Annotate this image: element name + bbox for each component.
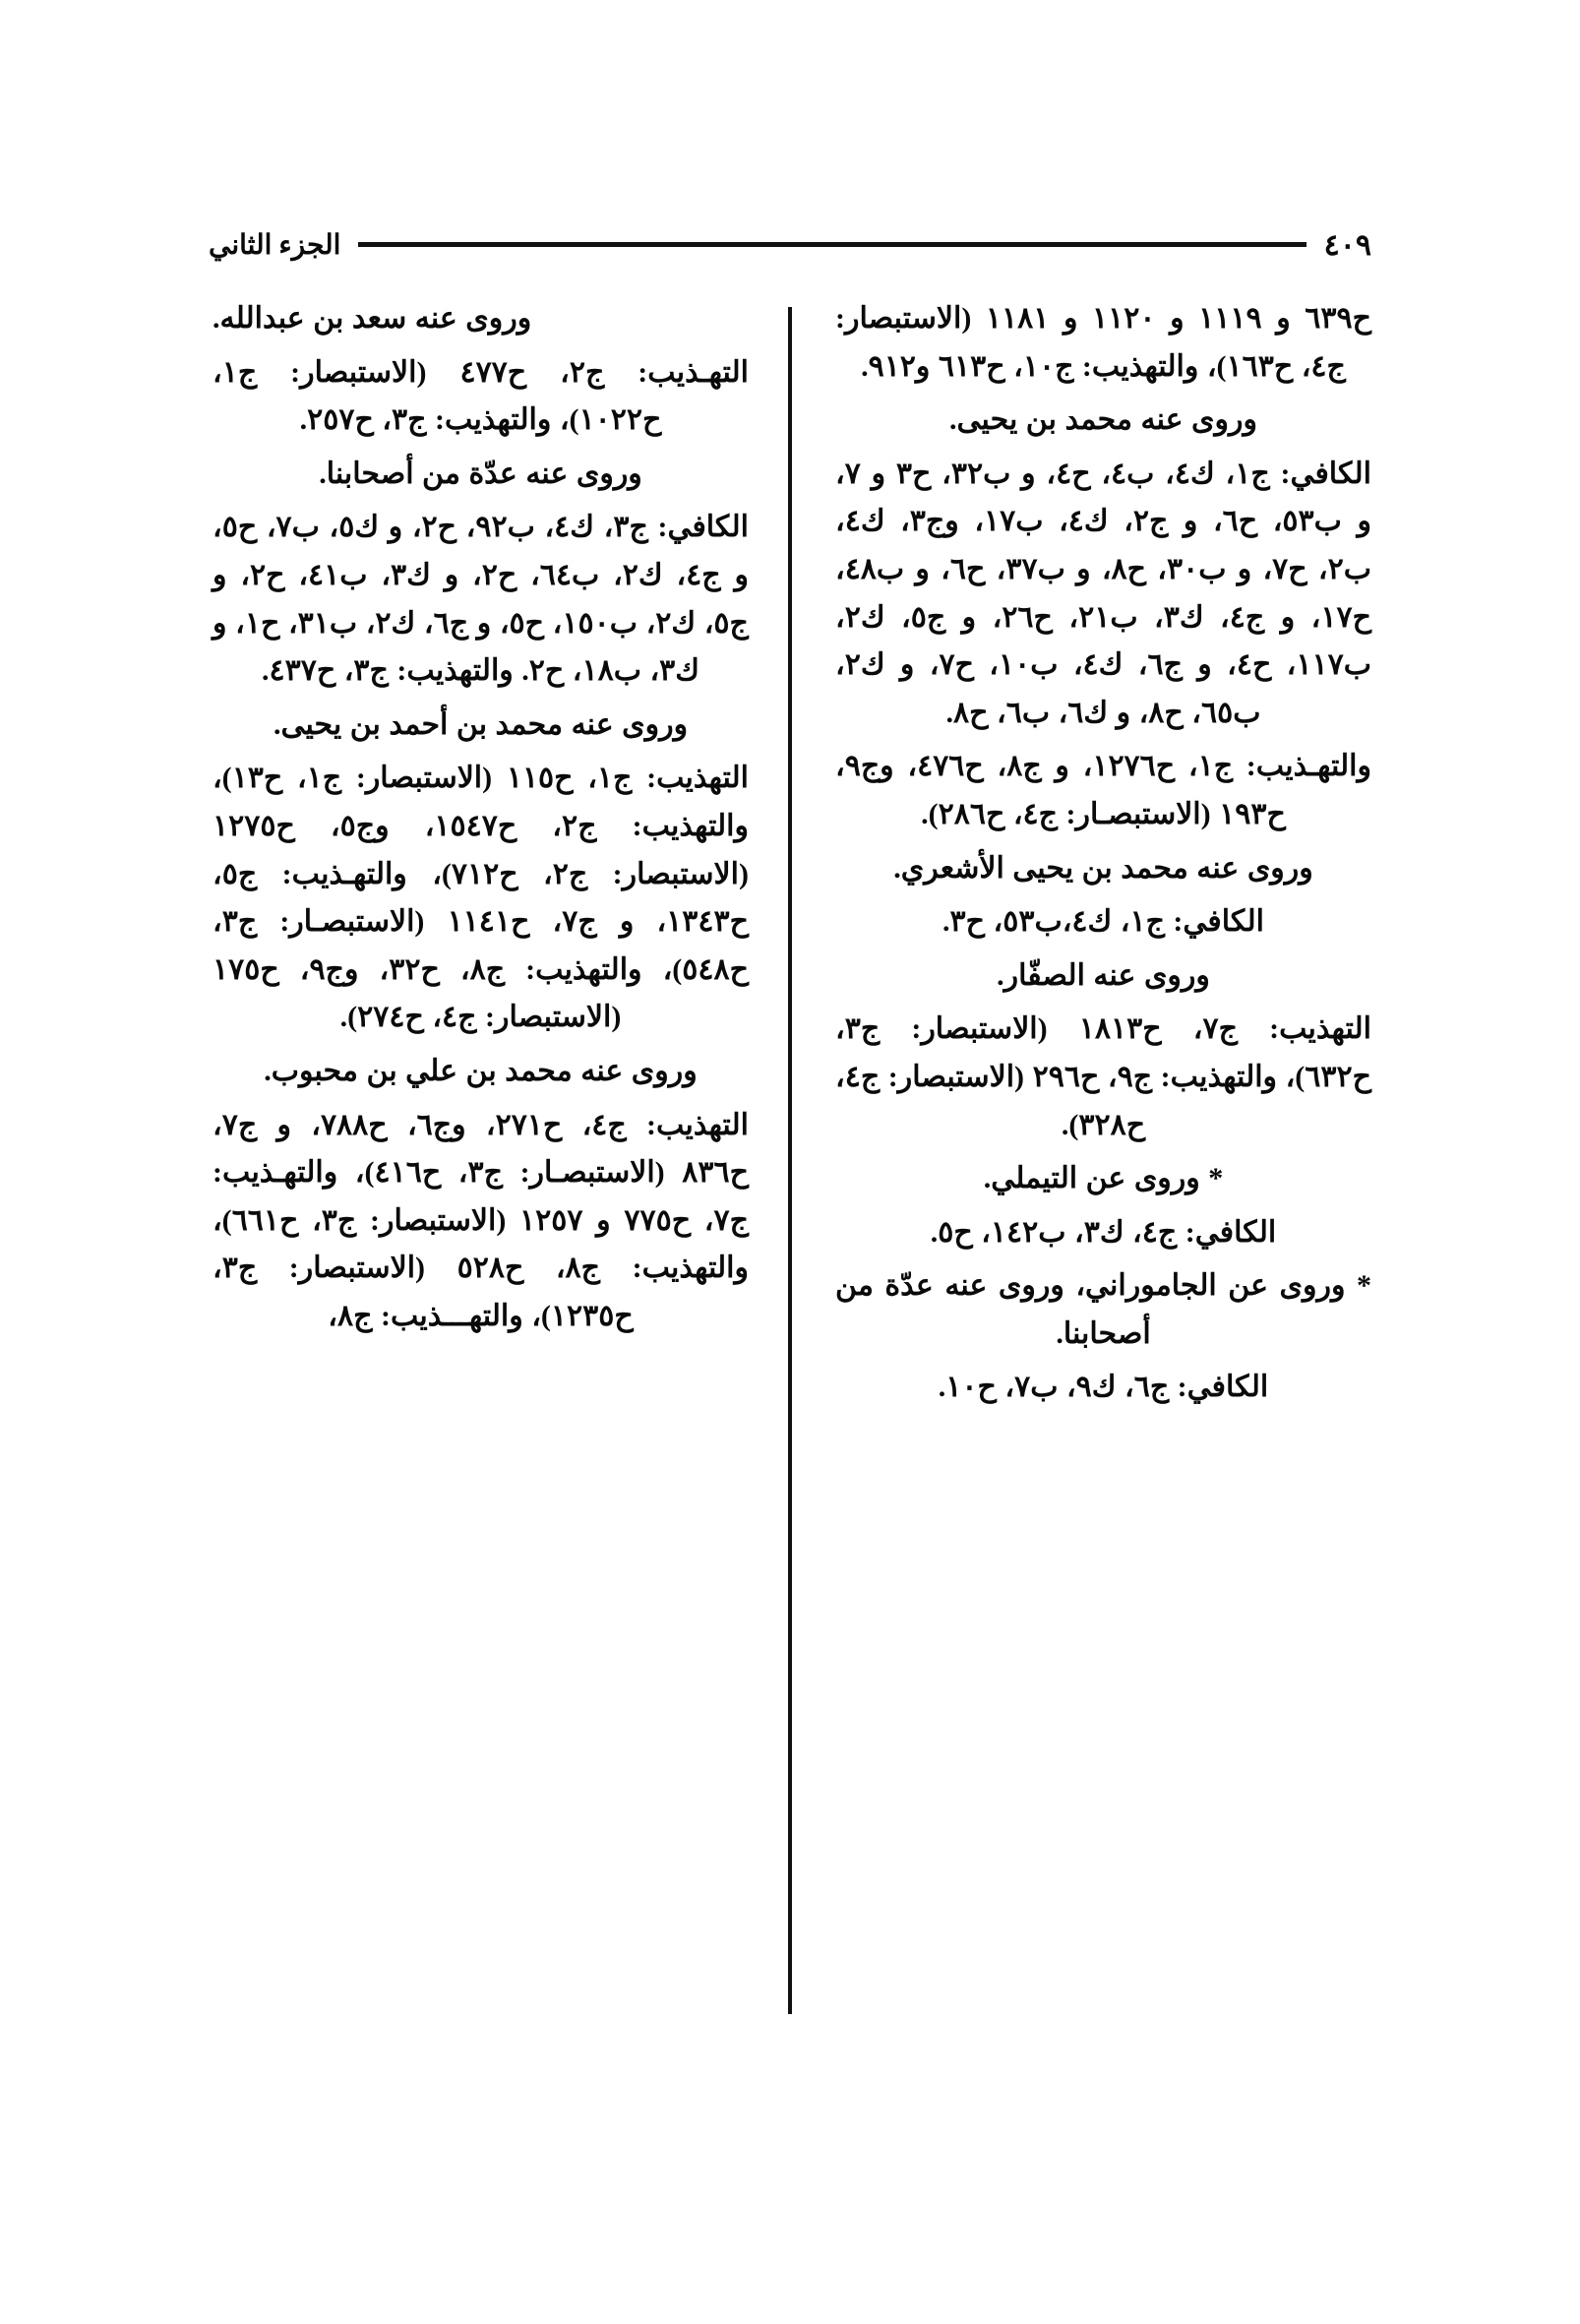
paragraph: التهذيب: ج١، ح١١٥ (الاستبصار: ج١، ح١٣)، والتهذيب: ج٢، ح١٥٤٧، وج٥، ح١٢٧٥ (الاستبصار: ج٢، ح٧١٢)، والتهـذيب: ج٥، ح١٣٤٣، و ج٧، ح١١٤١ (الاستبصـار: ج٣، ح٥٤٨)، والتهذيب: ج٨، ح٣٢، وج٩، ح١٧٥ (الاستبصار: ج٤، ح٢٧٤). [213,762,749,1034]
column-divider [788,307,792,2014]
paragraph: وروى عنه الصفّار. [997,958,1210,992]
paragraph: الكافي: ج١، ك٤،ب٥٣، ح٣. [942,905,1264,939]
paragraph: ح٦٣٩ و ١١١٩ و ١١٢٠ و ١١٨١ (الاستبصار: ج٤، ح١٦٣)، والتهذيب: ج١٠، ح٦١٣ و٩١٢. [835,302,1371,383]
paragraph: * وروى عن الجاموراني، وروى عنه عدّة من أصحابنا. [835,1269,1371,1350]
page-number: ٤٠٩ [1323,228,1371,262]
paragraph: التهذيب: ج٤، ح٢٧١، وج٦، ح٧٨٨، و ج٧، ح٨٣٦ (الاستبصـار: ج٣، ح٤١٦)، والتهـذيب: ج٧، ح٧٧٥ و ١٢٥٧ (الاستبصار: ج٣، ح٦٦١)، والتهذيب: ج٨، ح٥٢٨ (الاستبصار: ج٣، ح١٢٣٥)، والتهـــذيب: ج٨، [213,1108,749,1332]
paragraph: وروى عنه محمد بن أحمد بن يحيى. [273,707,689,741]
paragraph: الكافي: ج١، ك٤، ب٤، ح٤، و ب٣٢، ح٣ و ٧، و ب٥٣، ح٦، و ج٢، ك٤، ب١٧، وج٣، ك٤، ب٢، ح٧، و ب٣٠، ح٨، و ب٣٧، ح٦، و ب٤٨، ح١٧، و ج٤، ك٣، ب٢١، ح٢٦، و ج٥، ك٢، ب١١٧، ح٤، و ج٦، ك٤، ب١٠، ح٧، و ك٢، ب٦٥، ح٨، و ك٦، ب٦، ح٨. [835,457,1371,729]
paragraph: التهذيب: ج٧، ح١٨١٣ (الاستبصار: ج٣، ح٦٣٢)، والتهذيب: ج٩، ح٢٩٦ (الاستبصار: ج٤، ح٣٢٨). [835,1012,1371,1141]
paragraph: وروى عنه محمد بن يحيى الأشعري. [893,851,1313,885]
paragraph: وروى عنه عدّة من أصحابنا. [319,457,642,490]
body-columns [213,295,1371,2027]
page-header [209,214,1371,277]
paragraph: وروى عنه محمد بن علي بن محبوب. [264,1054,698,1087]
header-rule [358,242,1306,247]
paragraph: التهـذيب: ج٢، ح٤٧٧ (الاستبصار: ج١، ح١٠٢٢)، والتهذيب: ج٣، ح٢٥٧. [213,355,749,437]
paragraph: الكافي: ج٣، ك٤، ب٩٢، ح٢، و ك٥، ب٧، ح٥، و ج٤، ك٢، ب٦٤، ح٢، و ك٣، ب٤١، ح٢، و ج٥، ك٢، ب١٥٠، ح٥، و ج٦، ك٢، ب٣١، ح١، و ك٣، ب١٨، ح٢. والتهذيب: ج٣، ح٤٣٧. [213,511,749,688]
paragraph: * وروى عن التيملي. [983,1162,1224,1195]
header-title: الجزء الثاني [209,230,341,261]
column-right [213,295,749,2027]
paragraph: والتهـذيب: ج١، ح١٢٧٦، و ج٨، ح٤٧٦، وج٩، ح١٩٣ (الاستبصـار: ج٤، ح٢٨٦). [835,750,1371,830]
paragraph: الكافي: ج٤، ك٣، ب١٤٢، ح٥. [930,1215,1277,1249]
paragraph: وروى عنه سعد بن عبدالله. [213,302,532,335]
paragraph: الكافي: ج٦، ك٩، ب٧، ح١٠. [938,1371,1269,1404]
paragraph: وروى عنه محمد بن يحيى. [949,403,1257,437]
column-left [835,295,1371,2027]
